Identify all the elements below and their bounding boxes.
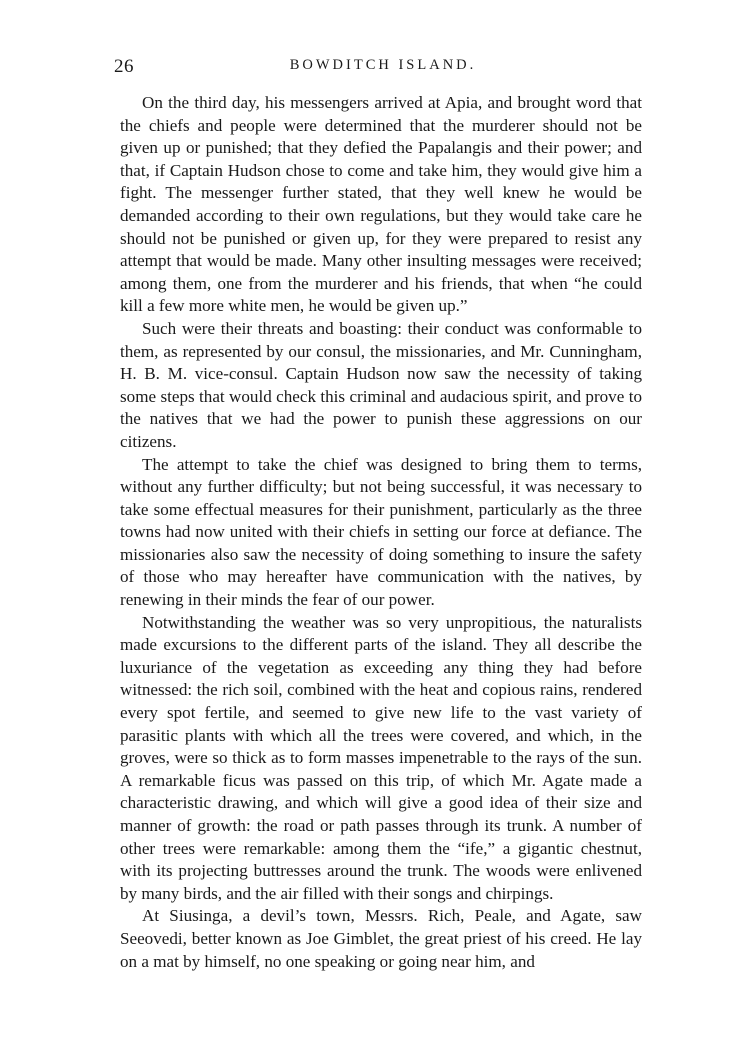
paragraph: The attempt to take the chief was designed to bring them to terms, without any further difficulty; but not being successful, it was necessary to take some effectual measures for their punishment, particularly as the three towns had now united with their chiefs in setting our force at defiance. The missionaries also saw the necessity of doing something to insure the safety of those who may hereafter have communication with the natives, by renewing in their minds the fear of our power.: [120, 454, 642, 610]
paragraph: Such were their threats and boasting: their conduct was conformable to them, as represented by our consul, the missionaries, and Mr. Cunningham, H. B. M. vice-consul. Captain Hudson now saw the necessity of taking some steps that would check this criminal and audacious spirit, and prove to the natives that we had the power to punish these aggressions on our citizens.: [120, 318, 642, 451]
page-header: [114, 54, 644, 80]
paragraph: At Siusinga, a devil’s town, Messrs. Rich, Peale, and Agate, saw Seeovedi, better known as Joe Gimblet, the great priest of his creed. He lay on a mat by himself, no one speaking or going near him, and: [120, 906, 642, 971]
page-number: 26: [114, 56, 134, 77]
body-text: [120, 92, 642, 973]
paragraph: On the third day, his messengers arrived at Apia, and brought word that the chiefs and people were determined that the murderer should not be given up or punished; that they defied the Papalangis and their power; and that, if Captain Hudson chose to come and take him, they would give him a fight. The messenger further stated, that they well knew he would be demanded according to their own regulations, but they would take care he should not be punished or given up, for they were prepared to resist any attempt that would be made. Many other insulting messages were received; among them, one from the murderer and his friends, that when “he could kill a few more white men, he would be given up.”: [120, 93, 642, 316]
running-head: BOWDITCH ISLAND.: [289, 57, 477, 73]
paragraph: Notwithstanding the weather was so very unpropitious, the naturalists made excursions to the different parts of the island. They all describe the luxuriance of the vegetation as exceeding any thing they had before witnessed: the rich soil, combined with the heat and copious rains, rendered every spot fertile, and seemed to give new life to the vast variety of parasitic plants with which all the trees were covered, and which, in the groves, were so thick as to form masses impenetrable to the rays of the sun. A remarkable ficus was passed on this trip, of which Mr. Agate made a characteristic drawing, and which will give a good idea of their size and manner of growth: the road or path passes through its trunk. A number of other trees were remarkable: among them the “ife,” a gigantic chestnut, with its projecting buttresses around the trunk. The woods were enlivened by many birds, and the air filled with their songs and chirpings.: [120, 612, 642, 903]
